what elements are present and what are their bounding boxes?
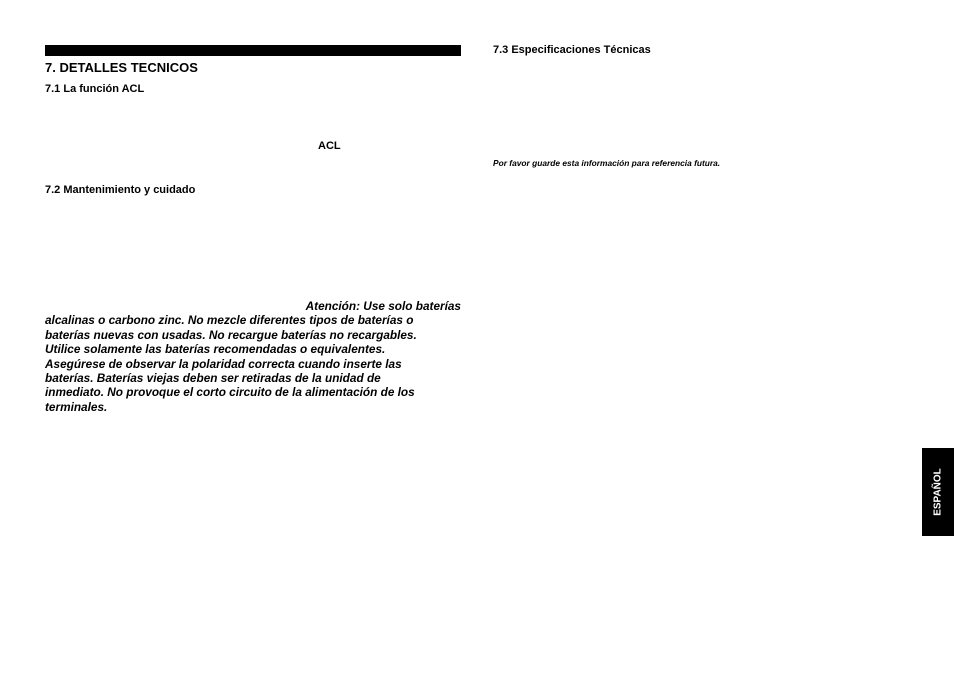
reference-note: Por favor guarde esta información para referencia futura. [493,158,721,168]
warning-line: inmediato. No provoque el corto circuito de la alimentación de los [45,385,415,400]
subsection-maintenance-title: 7.2 Mantenimiento y cuidado [45,184,196,196]
warning-line: alcalinas o carbono zinc. No mezcle diferentes tipos de baterías o [45,313,414,328]
battery-warning [45,299,461,414]
header-rule [45,45,461,56]
warning-line: Asegúrese de observar la polaridad correcta cuando inserte las [45,356,402,371]
section-title: 7. DETALLES TECNICOS [45,60,198,75]
warning-line: baterías. Baterías viejas deben ser retiradas de la unidad de [45,371,381,386]
language-label: ESPAÑOL [932,468,944,516]
warning-line: Atención: Use solo baterías [305,299,461,313]
subsection-acl-title: 7.1 La función ACL [45,83,145,95]
subsection-specs-title: 7.3 Especificaciones Técnicas [493,44,651,56]
warning-line: Utilice solamente las baterías recomendadas o equivalentes. [45,342,386,357]
language-tab [922,448,954,536]
warning-line: terminales. [45,399,108,414]
warning-line: baterías nuevas con usadas. No recargue baterías no recargables. [45,327,417,342]
acl-label: ACL [318,140,341,152]
